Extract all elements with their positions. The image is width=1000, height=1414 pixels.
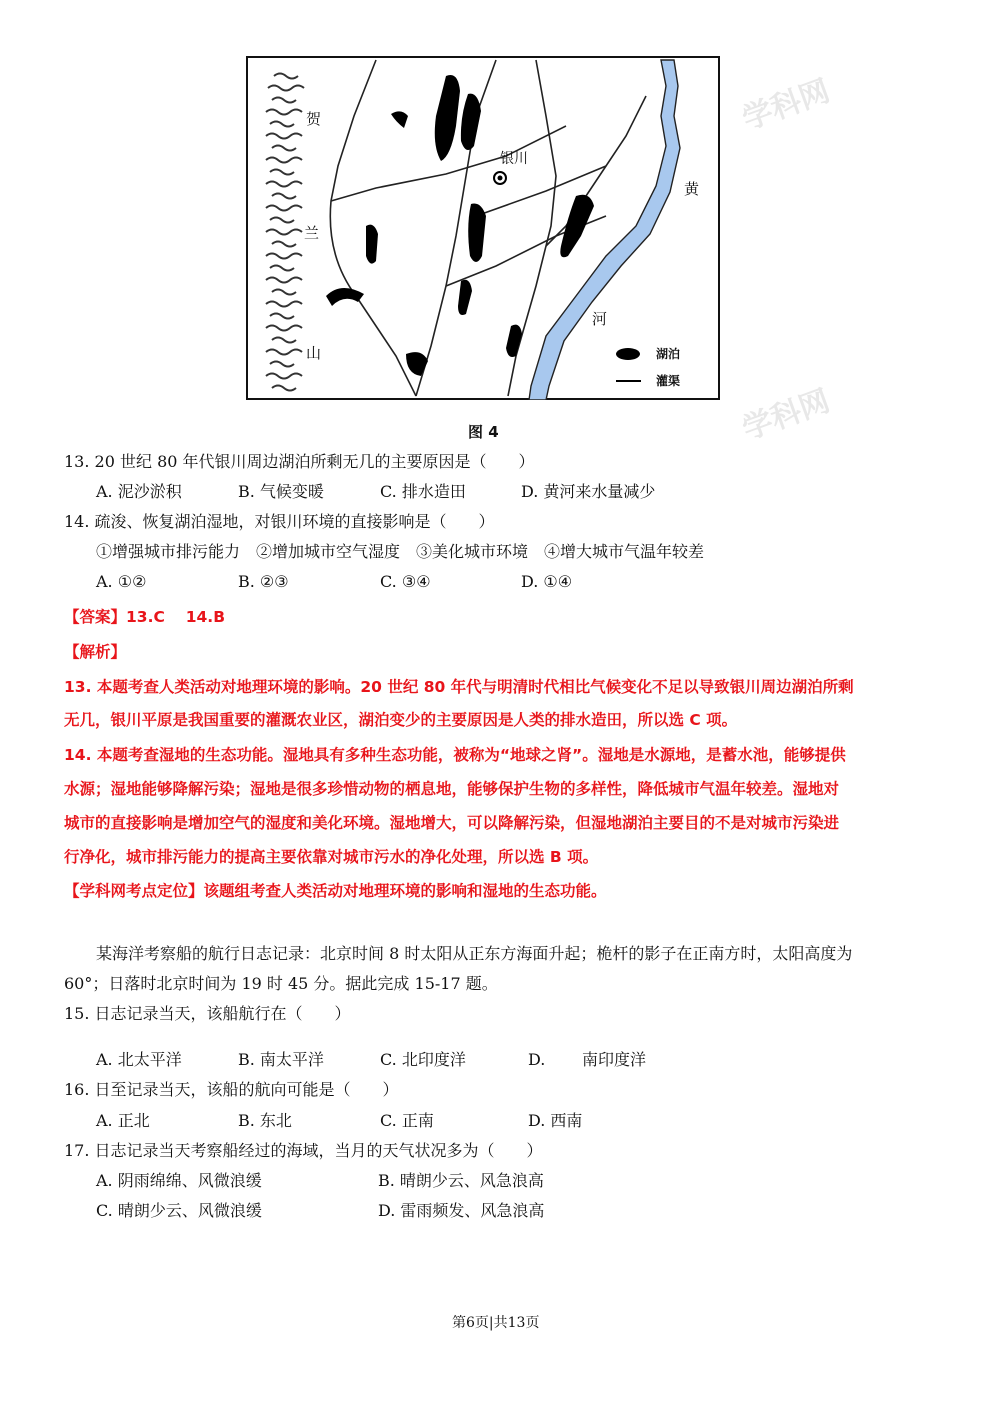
label-he: 贺 [306, 110, 322, 128]
q16-option-c: C. 正南 [380, 1111, 434, 1130]
q13-option-c: C. 排水造田 [380, 482, 466, 501]
analysis-line: 水源；湿地能够降解污染；湿地是很多珍惜动物的栖息地，能够保护生物的多样性，降低城市气温年较差。湿地对 [64, 780, 840, 798]
passage-line1: 某海洋考察船的航行日志记录：北京时间 8 时太阳从正东方海面升起；桅杆的影子在正南方时，太阳高度为 [96, 944, 853, 963]
label-yinchuan: 银川 [500, 151, 528, 167]
q14-option-a: A. ①② [96, 572, 147, 591]
watermark: 学科网 [737, 73, 835, 138]
q17-option-a: A. 阴雨绵绵、风微浪缓 [96, 1171, 262, 1190]
figure-caption: 图 4 [468, 423, 499, 441]
legend-lake-label: 湖泊 [656, 347, 681, 361]
q15-option-b: B. 南太平洋 [238, 1050, 324, 1069]
label-shan: 山 [306, 344, 322, 362]
q13-option-d: D. 黄河来水量减少 [521, 482, 656, 501]
q15-option-d-letter: D. [528, 1050, 546, 1069]
q13-option-a: A. 泥沙淤积 [96, 482, 182, 501]
lake-legend-icon [616, 348, 640, 360]
q13-stem: 13. 20 世纪 80 年代银川周边湖泊所剩无几的主要原因是（ ） [64, 452, 535, 471]
q13-option-b: B. 气候变暖 [238, 482, 324, 501]
q16-option-b: B. 东北 [238, 1111, 292, 1130]
label-lan: 兰 [304, 224, 320, 242]
q15-stem: 15. 日志记录当天，该船航行在（ ） [64, 1004, 351, 1023]
q17-stem: 17. 日志记录当天考察船经过的海域，当月的天气状况多为（ ） [64, 1141, 543, 1160]
q15-option-c: C. 北印度洋 [380, 1050, 466, 1069]
q14-option-b: B. ②③ [238, 572, 289, 591]
analysis-line: 14. 本题考查湿地的生态功能。湿地具有多种生态功能，被称为“地球之肾”。湿地是水源地，是蓄水池，能够提供 [64, 746, 846, 764]
watermark: 学科网 [737, 383, 835, 448]
q15-option-a: A. 北太平洋 [96, 1050, 182, 1069]
legend-canal-label: 灌渠 [656, 374, 681, 388]
q14-stem: 14. 疏浚、恢复湖泊湿地，对银川环境的直接影响是（ ） [64, 512, 495, 531]
label-he-river: 河 [592, 310, 608, 328]
q16-option-d: D. 西南 [528, 1111, 583, 1130]
q14-option-c: C. ③④ [380, 572, 431, 591]
analysis-line: 行净化，城市排污能力的提高主要依靠对城市污水的净化处理，所以选 B 项。 [64, 848, 599, 866]
q17-option-b: B. 晴朗少云、风急浪高 [378, 1171, 544, 1190]
q14-option-d: D. ①④ [521, 572, 573, 591]
analysis-label: 【解析】 [64, 643, 127, 661]
q17-option-c: C. 晴朗少云、风微浪缓 [96, 1201, 262, 1220]
analysis-line: 城市的直接影响是增加空气的湿度和美化环境。湿地增大，可以降解污染，但湿地湖泊主要目的不是对城市污染进 [64, 814, 840, 832]
answer-label: 【答案】13.C 14.B [64, 608, 226, 626]
q16-option-a: A. 正北 [96, 1111, 150, 1130]
passage-line2: 60°；日落时北京时间为 19 时 45 分。据此完成 15-17 题。 [64, 974, 498, 993]
page-footer: 第6页|共13页 [452, 1315, 540, 1331]
q15-option-d-text: 南印度洋 [582, 1050, 647, 1069]
analysis-line: 无几，银川平原是我国重要的灌溉农业区，湖泊变少的主要原因是人类的排水造田，所以选 C 项。 [64, 711, 738, 729]
q16-stem: 16. 日至记录当天，该船的航向可能是（ ） [64, 1080, 399, 1099]
analysis-line: 13. 本题考查人类活动对地理环境的影响。20 世纪 80 年代与明清时代相比气候变化不足以导致银川周边湖泊所剩 [64, 678, 854, 696]
map-figure [246, 56, 720, 400]
exam-point-line: 【学科网考点定位】该题组考查人类活动对地理环境的影响和湿地的生态功能。 [64, 882, 607, 900]
q14-statements: ①增强城市排污能力 ②增加城市空气湿度 ③美化城市环境 ④增大城市气温年较差 [96, 542, 705, 561]
q17-option-d: D. 雷雨频发、风急浪高 [378, 1201, 545, 1220]
label-huang: 黄 [684, 180, 700, 198]
